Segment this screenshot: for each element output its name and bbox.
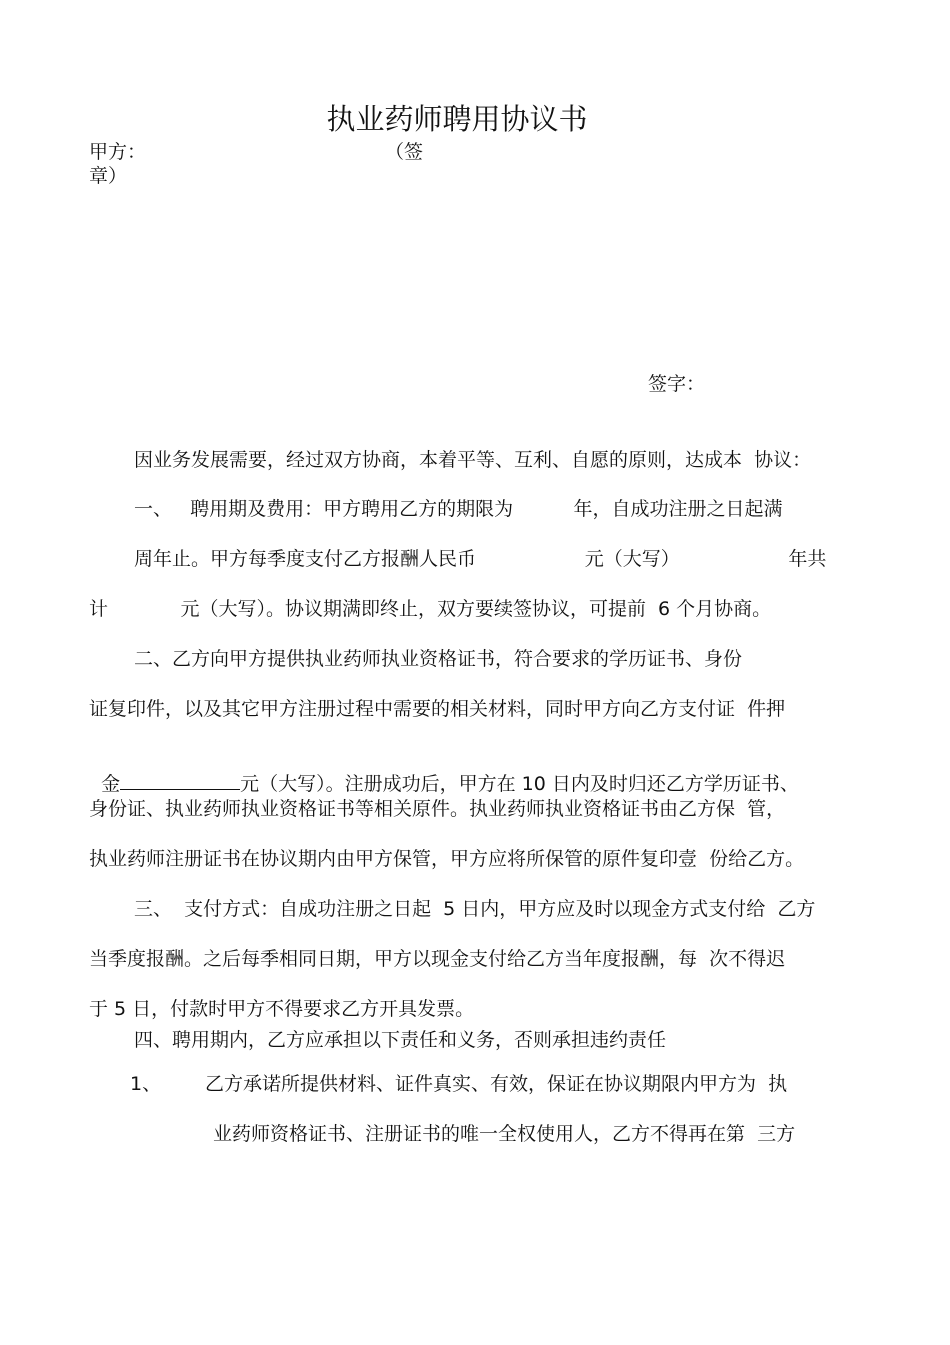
section-2-line-3 bbox=[89, 747, 799, 796]
section-4-item-1-number: 1、 bbox=[130, 1073, 162, 1095]
section-4-line-1: 四、聘用期内，乙方应承担以下责任和义务，否则承担违约责任 bbox=[134, 1029, 667, 1051]
deposit-label: 金 bbox=[101, 773, 121, 795]
section-1-line-3: 计 元（大写）。协议期满即终止，双方要续签协议，可提前 6 个月协商。 bbox=[89, 598, 772, 620]
signature-label: 签字： bbox=[648, 373, 706, 395]
section-2-line-2: 证复印件，以及其它甲方注册过程中需要的相关材料，同时甲方向乙方支付证 件押 bbox=[89, 698, 786, 720]
intro-paragraph: 因业务发展需要，经过双方协商，本着平等、互利、自愿的原则，达成本 协议： bbox=[134, 449, 812, 471]
section-1-line-1: 一、 聘用期及费用：甲方聘用乙方的期限为 年，自成功注册之日起满 bbox=[134, 498, 783, 520]
deposit-blank[interactable] bbox=[120, 771, 240, 790]
section-2-line-1: 二、乙方向甲方提供执业药师执业资格证书，符合要求的学历证书、身份 bbox=[134, 648, 743, 670]
seal-label-open: （签 bbox=[385, 141, 424, 163]
section-2-line-5: 执业药师注册证书在协议期内由甲方保管，甲方应将所保管的原件复印壹 份给乙方。 bbox=[89, 848, 805, 870]
section-4-item-1-line-1: 乙方承诺所提供材料、证件真实、有效，保证在协议期限内甲方为 执 bbox=[205, 1073, 788, 1095]
section-2-line-4: 身份证、执业药师执业资格证书等相关原件。执业药师执业资格证书由乙方保 管， bbox=[89, 798, 786, 820]
section-4-item-1-line-2: 业药师资格证书、注册证书的唯一全权使用人，乙方不得再在第 三方 bbox=[213, 1123, 796, 1145]
section-3-line-3: 于 5 日，付款时甲方不得要求乙方开具发票。 bbox=[89, 998, 475, 1020]
party-a-label: 甲方： bbox=[89, 141, 147, 163]
document-title: 执业药师聘用协议书 bbox=[326, 102, 588, 136]
seal-label-close: 章） bbox=[89, 165, 128, 187]
section-3-line-2: 当季度报酬。之后每季相同日期，甲方以现金支付给乙方当年度报酬，每 次不得迟 bbox=[89, 948, 786, 970]
section-3-line-1: 三、 支付方式：自成功注册之日起 5 日内，甲方应及时以现金方式支付给 乙方 bbox=[134, 898, 816, 920]
section-1-line-2: 周年止。甲方每季度支付乙方报酬人民币 元（大写） 年共 bbox=[134, 548, 827, 570]
deposit-text: 元（大写）。注册成功后，甲方在 10 日内及时归还乙方学历证书、 bbox=[240, 773, 799, 795]
